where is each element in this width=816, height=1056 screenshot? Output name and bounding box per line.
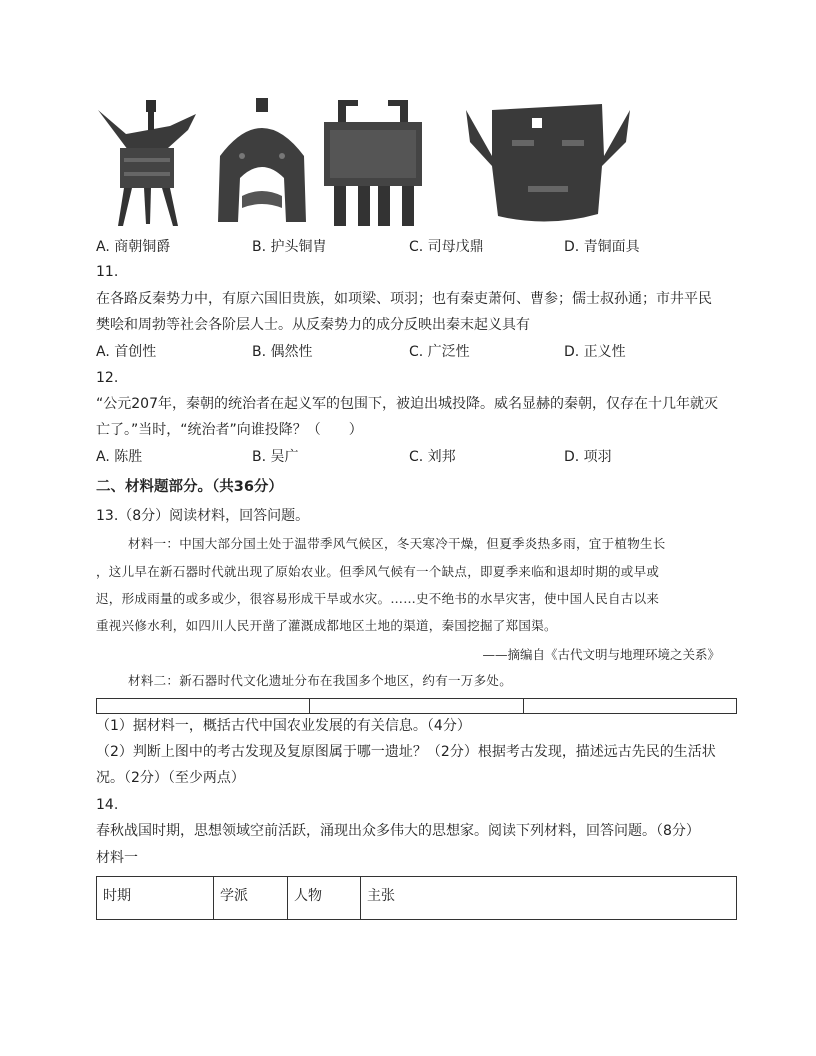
- simuwu-ding-image: [320, 96, 426, 228]
- thinkers-table: [96, 876, 737, 920]
- table-header-period: 时期: [97, 877, 214, 919]
- bronze-mask-image: [462, 96, 634, 228]
- q13-sub2-line1: （2）判断上图中的考古发现及复原图属于哪一遗址？（2分）根据考古发现，描述远古先民的生活状: [96, 744, 716, 760]
- table-header-doctrine: 主张: [367, 888, 395, 904]
- q11-option-d: D. 正义性: [564, 344, 626, 360]
- table-cell: [97, 699, 310, 713]
- q11-stem-line1: 在各路反秦势力中，有原六国旧贵族，如项梁、项羽；也有秦吏萧何、曹参；儒士叔孙通；市井平民: [96, 291, 712, 307]
- table-cell: [524, 699, 736, 713]
- q14-material1-label: 材料一: [96, 850, 138, 866]
- q13-material2: 材料二：新石器时代文化遗址分布在我国多个地区，约有一万多处。: [128, 673, 513, 688]
- q13-sub1: （1）据材料一，概括古代中国农业发展的有关信息。（4分）: [96, 718, 471, 734]
- q13-material1-line3: 迟，形成雨量的或多或少，很容易形成干旱或水灾。……史不绝书的水旱灾害，使中国人民自古以来: [96, 591, 660, 606]
- table-header-school: 学派: [214, 877, 288, 919]
- q12-option-b: B. 吴广: [252, 449, 299, 465]
- q10-option-a: A. 商朝铜爵: [96, 239, 171, 255]
- q10-option-d: D. 青铜面具: [564, 239, 640, 255]
- q13-material1-line4: 重视兴修水利，如四川人民开凿了灌溉成都地区土地的渠道，秦国挖掘了郑国渠。: [96, 618, 557, 633]
- q13-image-placeholder-table: [96, 698, 737, 714]
- q12-stem-line2: 亡了。”当时，“统治者”向谁投降？（ ）: [96, 422, 363, 438]
- q13-sub2-line2: 况。（2分）（至少两点）: [96, 770, 245, 786]
- bronze-jue-image: [96, 96, 198, 228]
- table-cell: [310, 699, 523, 713]
- q11-option-b: B. 偶然性: [252, 344, 313, 360]
- table-header-person: 人物: [288, 877, 361, 919]
- q10-option-c: C. 司母戊鼎: [409, 239, 484, 255]
- section-2-title: 二、材料题部分。（共36分）: [96, 479, 283, 495]
- q12-option-c: C. 刘邦: [409, 449, 456, 465]
- q10-option-b: B. 护头铜胄: [252, 239, 327, 255]
- q14-number: 14.: [96, 797, 119, 813]
- q13-material1-line1: 材料一：中国大部分国土处于温带季风气候区，冬天寒冷干燥，但夏季炎热多雨，宜于植物生长: [128, 536, 666, 551]
- q11-stem-line2: 樊哙和周勃等社会各阶层人士。从反秦势力的成分反映出秦末起义具有: [96, 317, 530, 333]
- q11-option-a: A. 首创性: [96, 344, 157, 360]
- q13-material1-line2: ，这儿早在新石器时代就出现了原始农业。但季风气候有一个缺点，即夏季来临和退却时期的或早或: [96, 564, 660, 579]
- bronze-helmet-image: [212, 96, 312, 228]
- q14-stem: 春秋战国时期，思想领域空前活跃，涌现出众多伟大的思想家。阅读下列材料，回答问题。（8分）: [96, 823, 700, 839]
- artifact-images: [96, 96, 656, 231]
- q12-option-a: A. 陈胜: [96, 449, 143, 465]
- q11-number: 11.: [96, 264, 119, 280]
- q13-material1-source: ——摘编自《古代文明与地理环境之关系》: [482, 647, 720, 662]
- q12-number: 12.: [96, 370, 119, 386]
- q13-header: 13.（8分）阅读材料，回答问题。: [96, 508, 310, 524]
- q12-stem-line1: “公元207年，秦朝的统治者在起义军的包围下，被迫出城投降。威名显赫的秦朝，仅存在十几年就灭: [96, 396, 718, 412]
- q11-option-c: C. 广泛性: [409, 344, 470, 360]
- q12-option-d: D. 项羽: [564, 449, 612, 465]
